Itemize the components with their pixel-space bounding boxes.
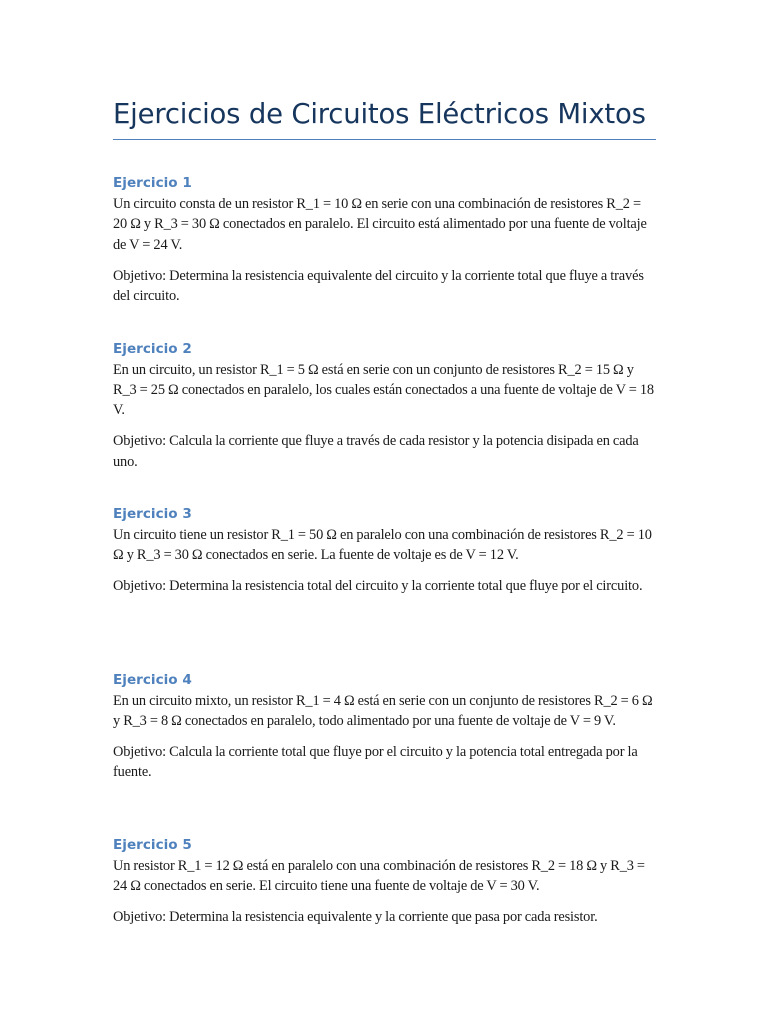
exercise-2	[113, 338, 658, 504]
exercise-heading: Ejercicio 3	[113, 506, 192, 522]
exercise-objective: Objetivo: Determina la resistencia equivalente del circuito y la corriente total que fluye a través del circuito.	[113, 267, 644, 305]
document-title: Ejercicios de Circuitos Eléctricos Mixtos	[113, 98, 646, 130]
exercise-heading: Ejercicio 2	[113, 340, 192, 357]
exercise-4	[113, 669, 658, 835]
exercise-statement: En un circuito mixto, un resistor R_1 = 4 Ω está en serie con un conjunto de resistores R_2 = 6 Ω y R_3 = 8 Ω conectados en paralelo, todo alimentado por una fuente de voltaje de V = 9 V.	[113, 692, 653, 729]
exercise-statement: Un circuito consta de un resistor R_1 = 10 Ω en serie con una combinación de resistores R_2 = 20 Ω y R_3 = 30 Ω conectados en paralelo. El circuito está alimentado por una fuente de voltaje de V = 24 V.	[113, 196, 647, 253]
exercise-list	[113, 172, 658, 1000]
exercise-5	[113, 834, 658, 1000]
exercise-statement: Un circuito tiene un resistor R_1 = 50 Ω en paralelo con una combinación de resistores R_2 = 10 Ω y R_3 = 30 Ω conectados en serie. La fuente de voltaje es de V = 12 V.	[113, 527, 652, 564]
exercise-objective: Objetivo: Calcula la corriente que fluye a través de cada resistor y la potencia disipada en cada uno.	[113, 433, 639, 470]
title-underline-rule	[113, 139, 656, 140]
exercise-heading: Ejercicio 5	[113, 837, 192, 853]
exercise-3	[113, 503, 658, 669]
exercise-heading: Ejercicio 4	[113, 671, 192, 688]
exercise-heading: Ejercicio 1	[113, 175, 192, 191]
exercise-objective: Objetivo: Determina la resistencia total del circuito y la corriente total que fluye por el circuito.	[113, 578, 643, 595]
exercise-objective: Objetivo: Determina la resistencia equivalente y la corriente que pasa por cada resistor.	[113, 909, 598, 926]
exercise-statement: En un circuito, un resistor R_1 = 5 Ω está en serie con un conjunto de resistores R_2 = 15 Ω y R_3 = 25 Ω conectados en paralelo, los cuales están conectados a una fuente de voltaje de V = 18 V.	[113, 361, 654, 419]
exercise-objective: Objetivo: Calcula la corriente total que fluye por el circuito y la potencia total entregada por la fuente.	[113, 743, 638, 781]
exercise-statement: Un resistor R_1 = 12 Ω está en paralelo con una combinación de resistores R_2 = 18 Ω y R_3 = 24 Ω conectados en serie. El circuito tiene una fuente de voltaje de V = 30 V.	[113, 858, 645, 895]
exercise-1	[113, 172, 658, 338]
